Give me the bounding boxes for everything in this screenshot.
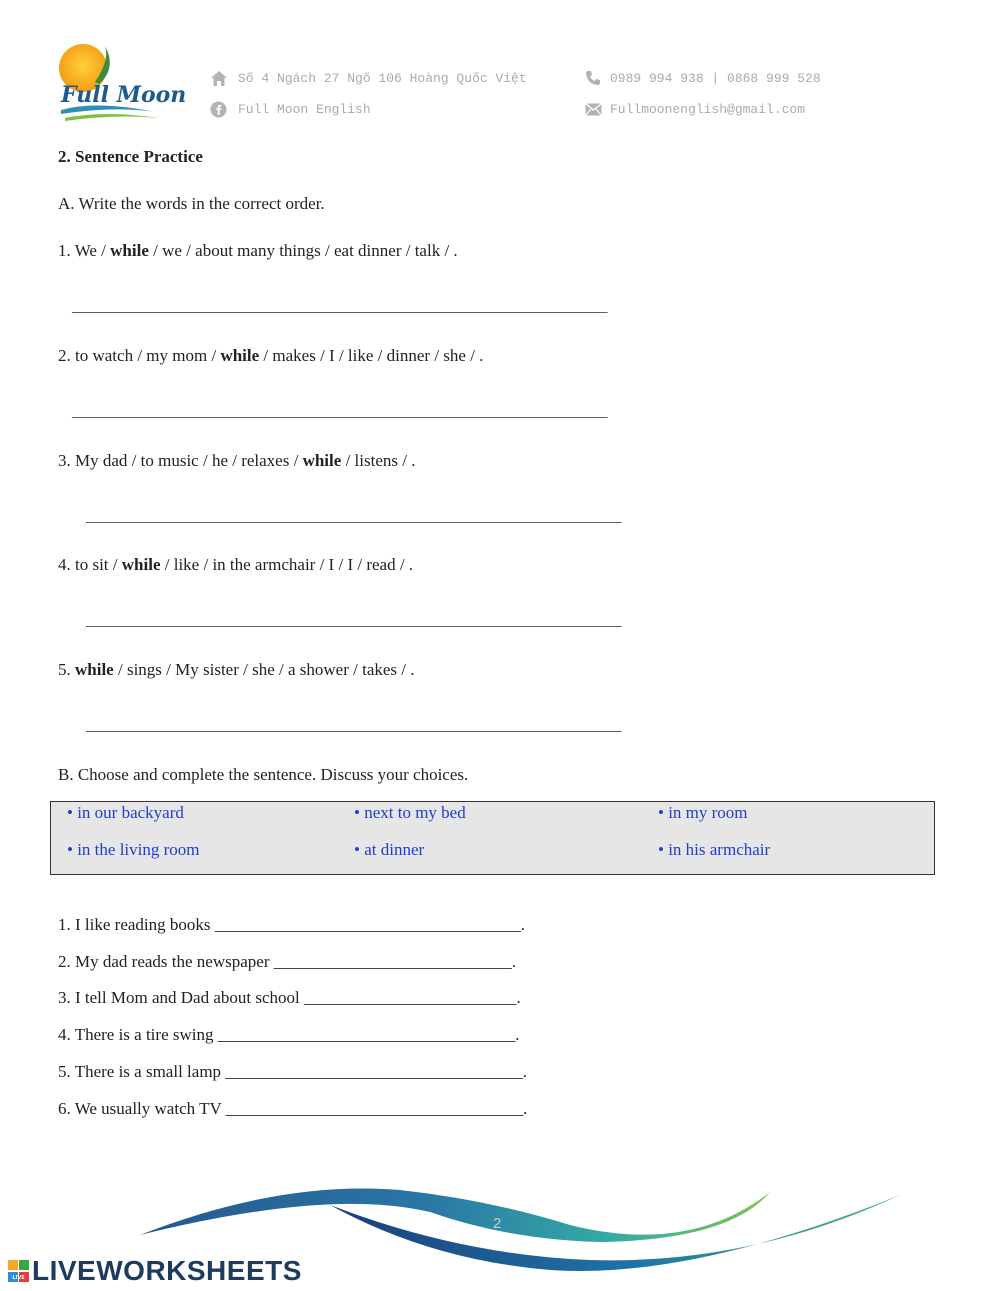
answer-line-5[interactable]: _______________________________________________________________ xyxy=(86,715,622,734)
logo-wordmark: Full Moon xyxy=(61,82,187,108)
phone-icon xyxy=(585,70,601,86)
completion-blank[interactable]: ____________________________. xyxy=(269,952,516,971)
completion-sentence-3: 3. I tell Mom and Dad about school _________________________. xyxy=(58,988,521,1007)
completion-sentence-6: 6. We usually watch TV ___________________________________. xyxy=(58,1099,528,1118)
completion-sentence-1: 1. I like reading books ____________________________________. xyxy=(58,915,525,934)
word-bank-option: • in my room xyxy=(658,803,748,822)
answer-line-4[interactable]: _______________________________________________________________ xyxy=(86,610,622,629)
completion-sentence-4: 4. There is a tire swing ___________________________________. xyxy=(58,1025,520,1044)
ordering-item-4: 4. to sit / while / like / in the armchair / I / I / read / . xyxy=(58,555,414,574)
completion-sentence-5: 5. There is a small lamp ___________________________________. xyxy=(58,1062,528,1081)
ordering-item-3: 3. My dad / to music / he / relaxes / while / listens / . xyxy=(58,451,416,470)
completion-blank[interactable]: ____________________________________. xyxy=(210,915,525,934)
answer-line-3[interactable]: _______________________________________________________________ xyxy=(86,506,622,525)
ordering-item-1: 1. We / while / we / about many things / eat dinner / talk / . xyxy=(58,241,458,260)
address-text: Số 4 Ngách 27 Ngõ 106 Hoàng Quốc Việt xyxy=(238,71,527,86)
home-icon xyxy=(210,70,228,87)
completion-blank[interactable]: ___________________________________. xyxy=(221,1062,528,1081)
part-a-instruction: A. Write the words in the correct order. xyxy=(58,194,325,213)
ordering-item-5: 5. while / sings / My sister / she / a shower / takes / . xyxy=(58,660,415,679)
word-bank-option: • in the living room xyxy=(67,840,200,859)
email-icon xyxy=(585,103,602,116)
completion-sentence-2: 2. My dad reads the newspaper ____________________________. xyxy=(58,952,516,971)
completion-blank[interactable]: ___________________________________. xyxy=(213,1025,520,1044)
facebook-icon xyxy=(210,101,227,118)
email-text: Fullmoonenglish@gmail.com xyxy=(610,102,806,117)
ordering-item-2: 2. to watch / my mom / while / makes / I / like / dinner / she / . xyxy=(58,346,484,365)
facebook-text: Full Moon English xyxy=(238,102,371,117)
liveworksheets-badge-text: LIVE xyxy=(12,1275,25,1281)
answer-line-1[interactable]: _______________________________________________________________ xyxy=(72,296,608,315)
phone-text: 0989 994 938 | 0868 999 528 xyxy=(610,71,821,86)
completion-blank[interactable]: ___________________________________. xyxy=(221,1099,528,1118)
full-moon-logo xyxy=(55,42,187,124)
completion-blank[interactable]: _________________________. xyxy=(299,988,521,1007)
word-bank-option: • in his armchair xyxy=(658,840,771,859)
section-title: 2. Sentence Practice xyxy=(58,147,203,166)
word-bank-option: • next to my bed xyxy=(354,803,466,822)
liveworksheets-logo[interactable]: LIVEWORKSHEETS xyxy=(32,1255,302,1286)
word-bank-option: • at dinner xyxy=(354,840,425,859)
page-number: 2 xyxy=(493,1215,502,1232)
word-bank-option: • in our backyard xyxy=(67,803,184,822)
liveworksheets-badge xyxy=(8,1259,30,1284)
part-b-instruction: B. Choose and complete the sentence. Discuss your choices. xyxy=(58,765,469,784)
answer-line-2[interactable]: _______________________________________________________________ xyxy=(72,401,608,420)
